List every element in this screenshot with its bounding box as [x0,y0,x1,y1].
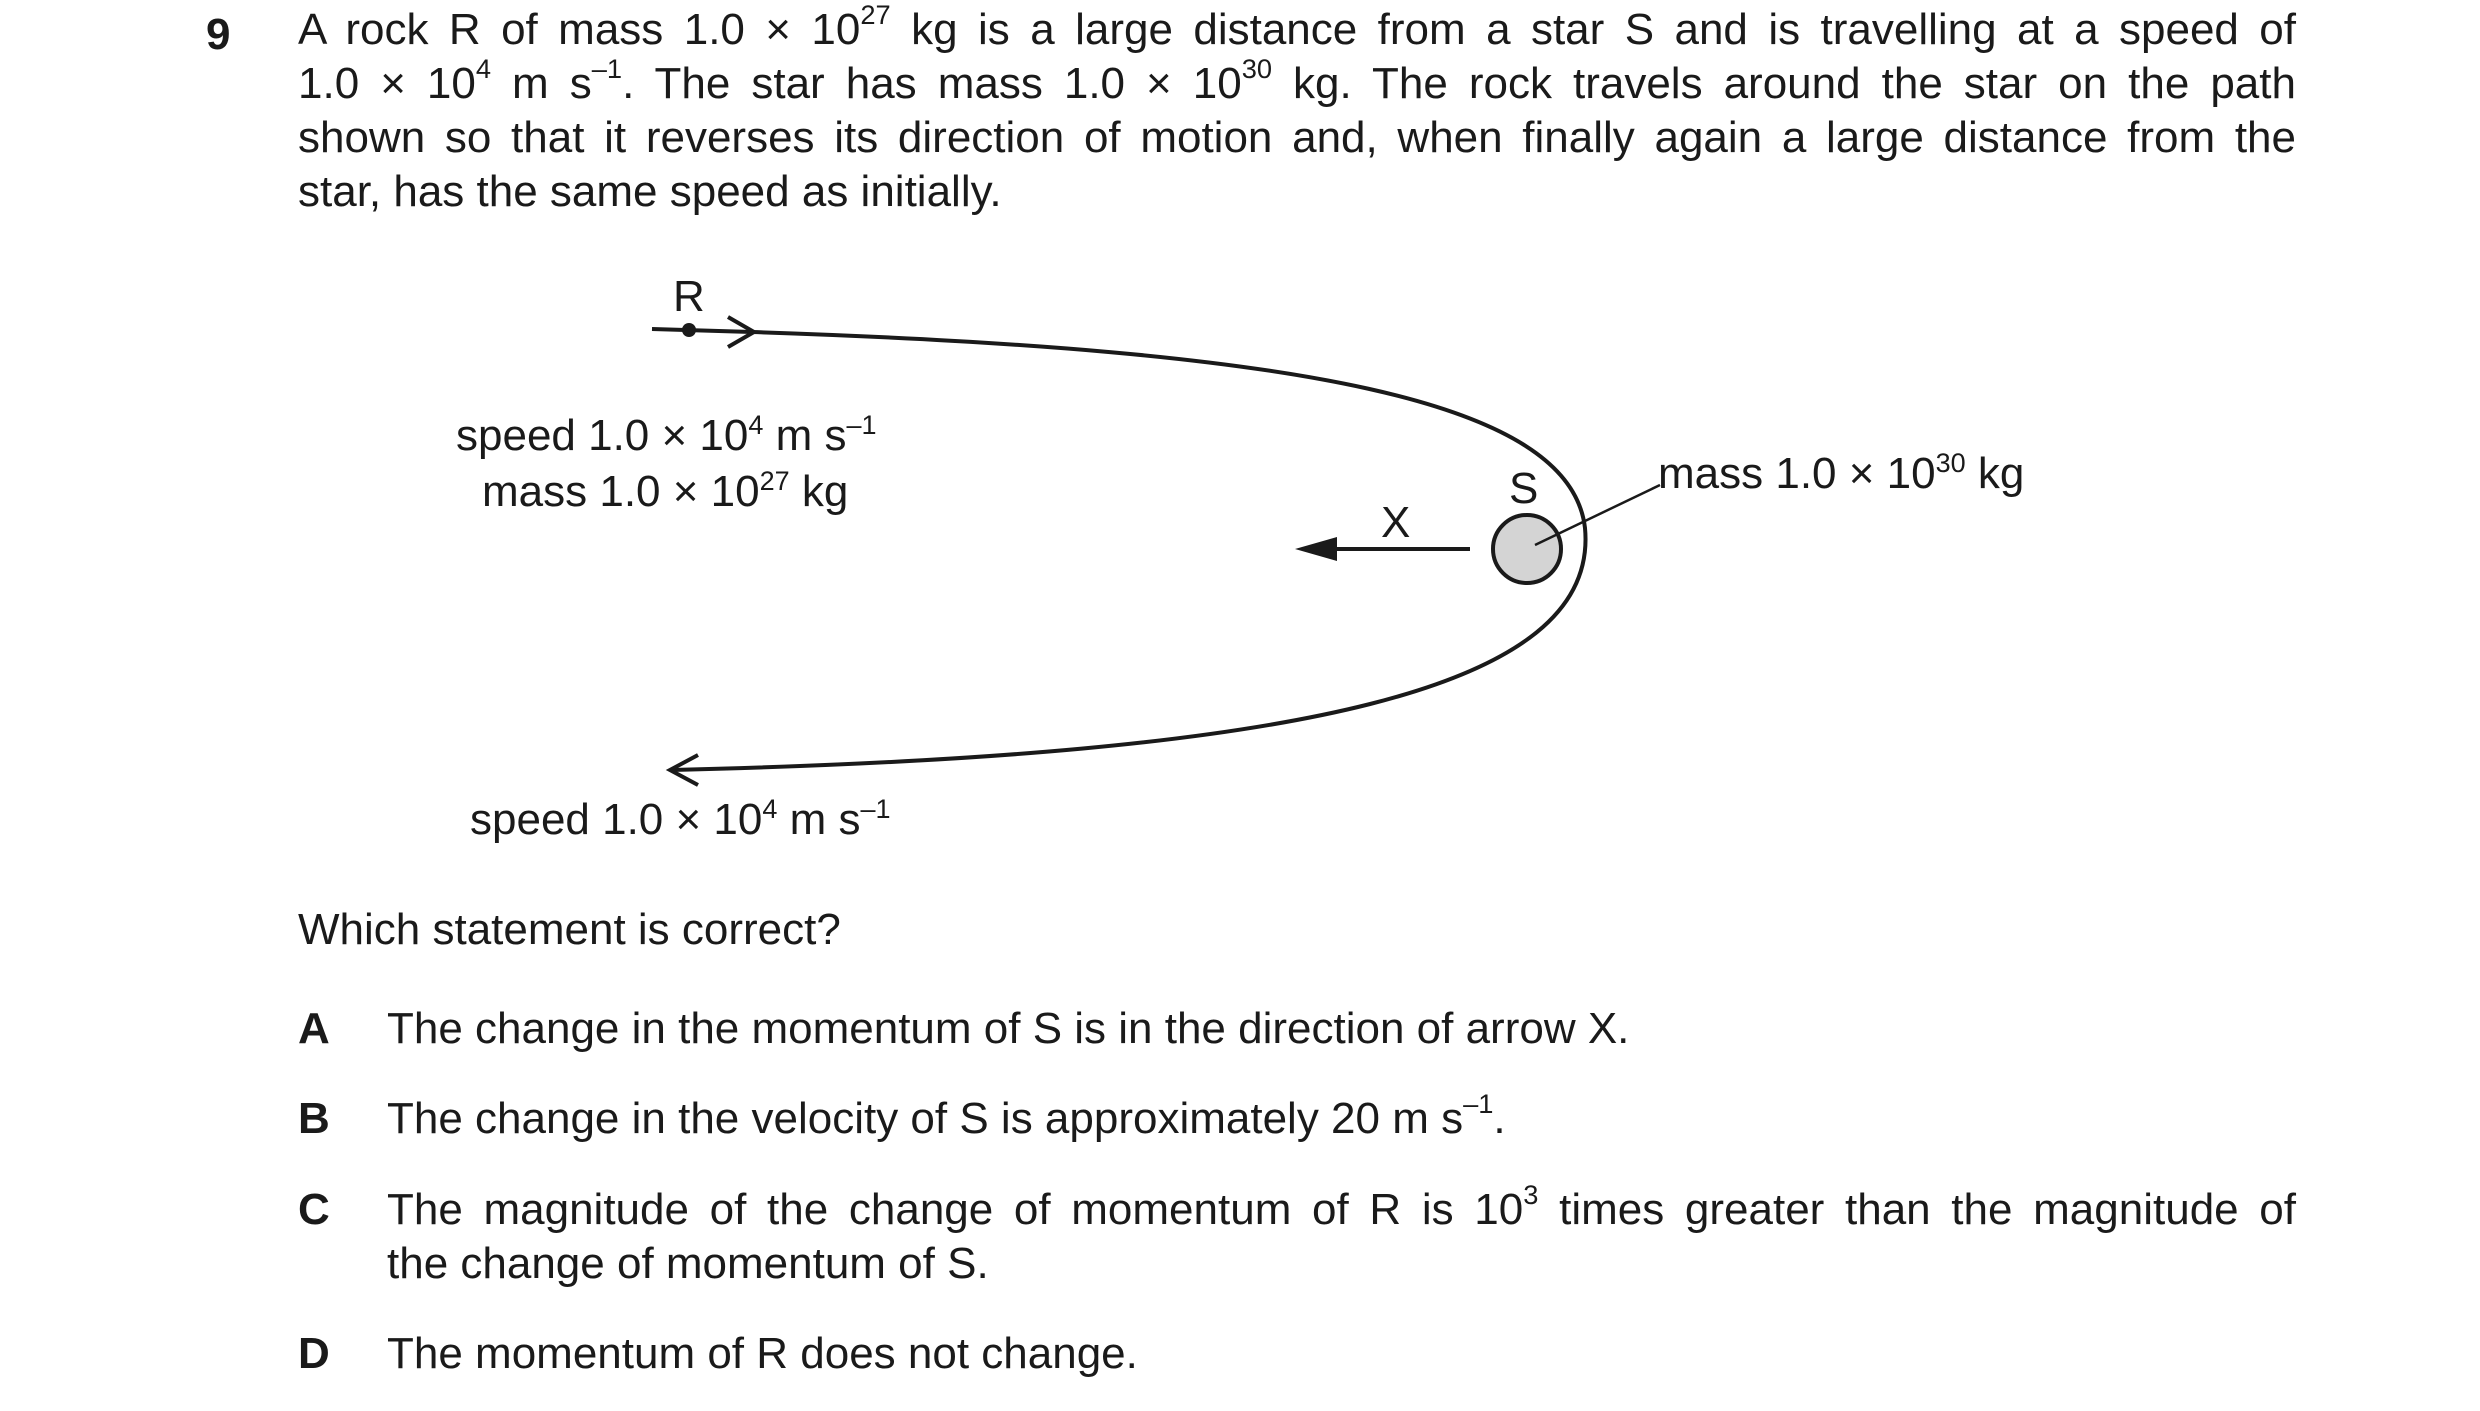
star-mass-leader [1535,485,1660,545]
option-letter: B [298,1094,330,1143]
option-text: The change in the momentum of S is in the direction of arrow X. [387,1004,1630,1053]
rock-dot [682,323,696,337]
arrow-x-label: X [1381,498,1411,547]
rock-label: R [673,272,705,321]
star-circle [1493,515,1561,583]
final-speed-label: speed $1.0 \times 10^4$ m $s^{-1}$ [470,794,891,844]
rock-mass-label: mass $1.0 \times 10^{27}$ kg [482,466,849,516]
option-letter: C [298,1185,330,1234]
initial-speed-label: speed $1.0 \times 10^4$ m $s^{-1}$ [456,410,877,460]
option-text: The momentum of R does not change. [387,1329,1138,1378]
question-prompt: Which statement is correct? [298,905,841,954]
stem-line: A rock R of mass $1.0 \times 10^{27}$ kg is a large distance from a star S and is travelling at a speed of [298,0,2297,54]
option-text: The change in the velocity of S is approximately 20 m $s^{-1}$. [387,1088,1506,1143]
stem-line: star, has the same speed as initially. [298,167,1002,216]
stem-line: shown so that it reverses its direction of motion and, when finally again a large distance from the [298,113,2296,162]
star-label: S [1509,464,1539,513]
option-letter: D [298,1329,330,1378]
stem-line: $1.0 \times 10^4$ m $s^{-1}$. The star has mass $1.0 \times 10^{30}$ kg. The rock travels around the star on the path [298,53,2296,108]
star-mass-label: mass $1.0 \times 10^{30}$ kg [1658,448,2025,498]
option-letter: A [298,1004,330,1053]
arrow-x-head [1295,537,1337,561]
question-number: 9 [206,10,231,59]
option-text: The magnitude of the change of momentum of R is $10^3$ times greater than the magnitude of the change of momentum of S. [387,1179,2297,1288]
